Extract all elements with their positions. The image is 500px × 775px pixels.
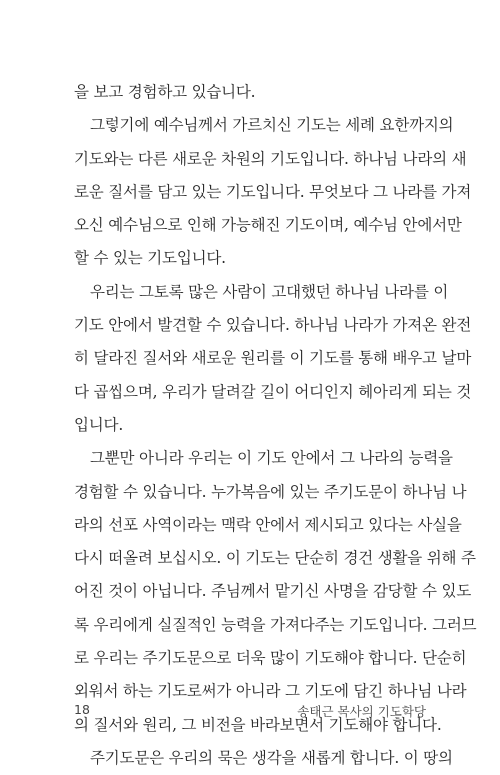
body-line: 기도와는 다른 새로운 차원의 기도입니다. 하나님 나라의 새: [74, 149, 467, 168]
body-line: 우리는 그토록 많은 사람이 고대했던 하나님 나라를 이: [90, 282, 449, 301]
body-line: 을 보고 경험하고 있습니다.: [74, 83, 256, 101]
page-footer: [74, 702, 426, 722]
body-line: 그렇기에 예수님께서 가르치신 기도는 세례 요한까지의: [90, 116, 454, 135]
page-number: 18: [74, 702, 90, 717]
body-line: 할 수 있는 기도입니다.: [74, 249, 226, 268]
body-line: 다시 떠올려 보십시오. 이 기도는 단순히 경건 생활을 위해 주: [74, 549, 476, 568]
body-line: 라의 선포 사역이라는 맥락 안에서 제시되고 있다는 사실을: [74, 515, 462, 534]
body-line: 외워서 하는 기도로써가 아니라 그 기도에 담긴 하나님 나라: [74, 682, 467, 701]
body-line: 기도 안에서 발견할 수 있습니다. 하나님 나라가 가져온 완전: [74, 316, 472, 335]
body-line: 록 우리에게 실질적인 능력을 가져다주는 기도입니다. 그러므: [74, 615, 477, 634]
body-line: 어진 것이 아닙니다. 주님께서 맡기신 사명을 감당할 수 있도: [74, 582, 472, 601]
running-title: 송태근 목사의 기도학당: [297, 704, 426, 719]
body-line: 그뿐만 아니라 우리는 이 기도 안에서 그 나라의 능력을: [90, 449, 453, 468]
body-line: 로 우리는 주기도문으로 더욱 많이 기도해야 합니다. 단순히: [74, 649, 467, 668]
body-line: 경험할 수 있습니다. 누가복음에 있는 주기도문이 하나님 나: [74, 482, 467, 501]
body-line: 주기도문은 우리의 묵은 생각을 새롭게 합니다. 이 땅의: [90, 748, 453, 767]
body-line: 오신 예수님으로 인해 가능해진 기도이며, 예수님 안에서만: [74, 216, 462, 235]
page-body: [74, 76, 477, 775]
body-line: 다 곱씹으며, 우리가 달려갈 길이 어디인지 헤아리게 되는 것: [74, 382, 472, 401]
body-line: 히 달라진 질서와 새로운 원리를 이 기도를 통해 배우고 날마: [74, 349, 472, 368]
body-line: 의 질서와 원리, 그 비전을 바라보면서 기도해야 합니다.: [74, 715, 442, 734]
body-line: 입니다.: [74, 415, 124, 434]
body-line: 로운 질서를 담고 있는 기도입니다. 무엇보다 그 나라를 가져: [74, 182, 472, 201]
